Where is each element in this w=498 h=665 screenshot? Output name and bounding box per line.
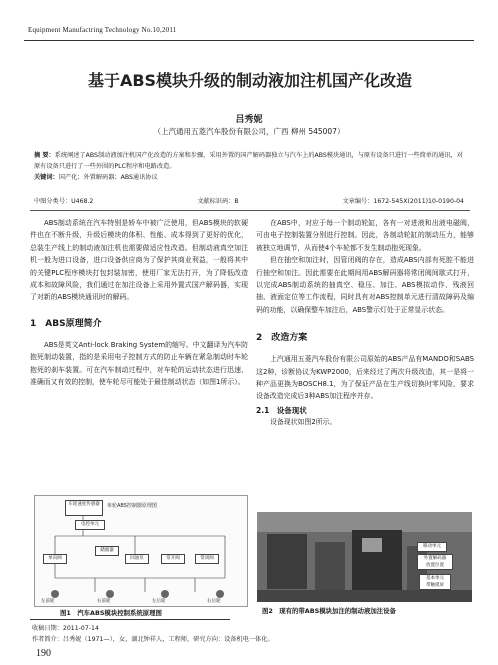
meta-rule: [30, 210, 470, 211]
base-unit-label-box: [419, 574, 451, 590]
left-column: [30, 217, 248, 388]
figure-1-caption: 图1 汽车ABS模块控制系统原理图: [60, 609, 162, 617]
return-pump-box: [125, 554, 149, 564]
normally-closed-valve-box: [195, 554, 219, 564]
figure-2-photo: [257, 512, 472, 602]
wheel-fl-label: 左前轮: [41, 599, 55, 604]
touchscreen-label: 带触摸屏: [426, 583, 444, 588]
figure-1-top-label: 单轮ABS控制器原理图: [107, 503, 157, 509]
keywords-text: 国产化；外置解码器；ABS通讯协议: [58, 174, 158, 181]
normally-open-valve-box: [161, 554, 185, 564]
keywords-label: 关键词：: [34, 174, 59, 181]
external-decoder-label-box: [417, 554, 453, 570]
normally-closed-valve-label: 常闭阀: [200, 556, 214, 561]
scheme-paragraph: 上汽通用五菱汽车股份有限公司原始的ABS产品有MANDO和SABS这2种，诊断协议为KWP2000，后来经过了两次升级改造，其一是将一种产品更换为BOSCH8.1，为了保证产品在生产线切换时零风险，要求设备改造完成后3种ABS加注程序并存。: [256, 355, 474, 401]
affiliation: （上汽通用五菱汽车股份有限公司，广西 柳州 545007）: [153, 127, 345, 136]
placement-label: 放置位置: [426, 563, 444, 568]
check-valve-label: 单向阀: [48, 556, 62, 561]
evacuation-paragraph: 但在抽空和加注时，因管闭阀的存在，造成ABS内部有死腔不能进行抽空和加注。因此需要在此期间用ABS解码器将常闭阀间歇式打开，以完成ABS制动系统的抽真空、稳压、加注、ABS模拟动作、残液回抽、液面定位等工作流程，同时具有对ABS控制单元进行清故障码及编码的功能，以确保整车加注后，ABS警示灯处于正常显示状态。: [256, 256, 474, 314]
intro-paragraph: ABS制动系统在汽车特别是轿车中被广泛使用，但ABS模块的软硬件也在不断升级，升级后模块的体积、性能、成本得到了更好的优化，总装生产线上的制动液加注机也需要做适应性改造。但制动液真空加注机一般为进口设备，进口设备供应商为了保护其商业利益，一般将其中的关键PLC程序模块打包封装加密，使用厂家无法打开，为了降低改造成本和故障风险，我们通过在加注设备上采用外置式国产解码器，实现了对新的ABS模块通讯时的解码。: [30, 219, 248, 302]
status-paragraph: 设备现状如图2所示。: [270, 417, 337, 426]
abstract-text: 系统阐述了ABS制动液加注机国产化改造的方案和步骤，采用外置的国产解码器独立与汽车上的ABS模块通讯，与原有设备只进行一些简单的通讯，对原有设备只进行了一些外围的PLC程序和电路改造。: [34, 152, 463, 170]
paper-title: 基于ABS模块升级的制动液加注机国产化改造: [87, 71, 413, 90]
classification-row: [34, 196, 464, 205]
journal-header: Equipment Manufactring Technology No.10,2011: [28, 26, 177, 34]
abs-principle-paragraph: ABS是英文Anti-lock Braking System的缩写。中文翻译为汽车防抱死制动装置，指的是采用电子控制方式的防止车辆在紧急制动时车轮抱死的刹车装置。可在汽车制动过程中，对车轮的运动状态进行迅速、准确而又有效的控制，使车轮尽可能处于最佳制动状态（如图1所示）。: [30, 340, 248, 387]
wheel-speed-sensor-box: [65, 500, 103, 516]
received-date: 收稿日期：2011-07-14: [32, 625, 99, 632]
header-rule: [24, 40, 474, 41]
right-column: [256, 217, 474, 428]
footnote-rule: [30, 619, 230, 620]
wheel-rl-label: 左后轮: [152, 599, 166, 604]
reservoir-label: 储液器: [100, 548, 114, 553]
document-code: 文献标识码：B: [197, 198, 239, 205]
section-heading-2: 2 改造方案: [256, 333, 308, 344]
reservoir-box: [95, 546, 119, 556]
section-heading-2-1: 2.1 设备现状: [256, 405, 307, 415]
check-valve-box: [43, 554, 67, 564]
figure-2-caption: 图2 现有的带ABS模块加注的制动液加注设备: [262, 607, 396, 615]
section-heading-1: 1 ABS原理简介: [30, 318, 102, 329]
wheel-rr-label: 右后轮: [207, 599, 221, 604]
normally-open-valve-label: 常开阀: [166, 556, 180, 561]
ecu-box: [75, 520, 105, 530]
return-pump-label: 回油泵: [130, 556, 144, 561]
page-number: 190: [36, 648, 51, 659]
article-number: 文章编号：1672-545X(2011)10-0190-04: [342, 198, 464, 205]
author-name: 吕秀妮: [235, 115, 263, 125]
wheel-fr-label: 右前轮: [97, 599, 111, 604]
ecu-label: 电控单元: [81, 522, 99, 527]
base-unit-label: 基本单元: [426, 576, 444, 581]
clc-number: 中图分类号：U468.2: [34, 198, 94, 205]
external-decoder-label: 外置解码器: [423, 556, 447, 561]
wheel-speed-sensor-label: 车轮速度传感器: [68, 502, 100, 507]
abstract-block: [34, 150, 464, 183]
abstract-label: 摘 要：: [34, 152, 55, 159]
figure-1-diagram: [34, 495, 248, 607]
mobile-unit-label: 移动单元: [423, 544, 441, 549]
mobile-unit-label-box: [417, 542, 447, 552]
author-bio: 作者简介：吕秀妮（1971—），女，湖北钟祥人，工程师，研究方向：设备机电一体化。: [32, 636, 274, 643]
solenoid-paragraph: 在ABS中，对应于每一个制动轮缸，各有一对进液和出液电磁阀，可由电子控制装置分别进行控制。因此，各制动轮缸的制动压力，能够被独立地调节，从而使4个车轮都不发生制动抱死现象。: [256, 219, 474, 252]
